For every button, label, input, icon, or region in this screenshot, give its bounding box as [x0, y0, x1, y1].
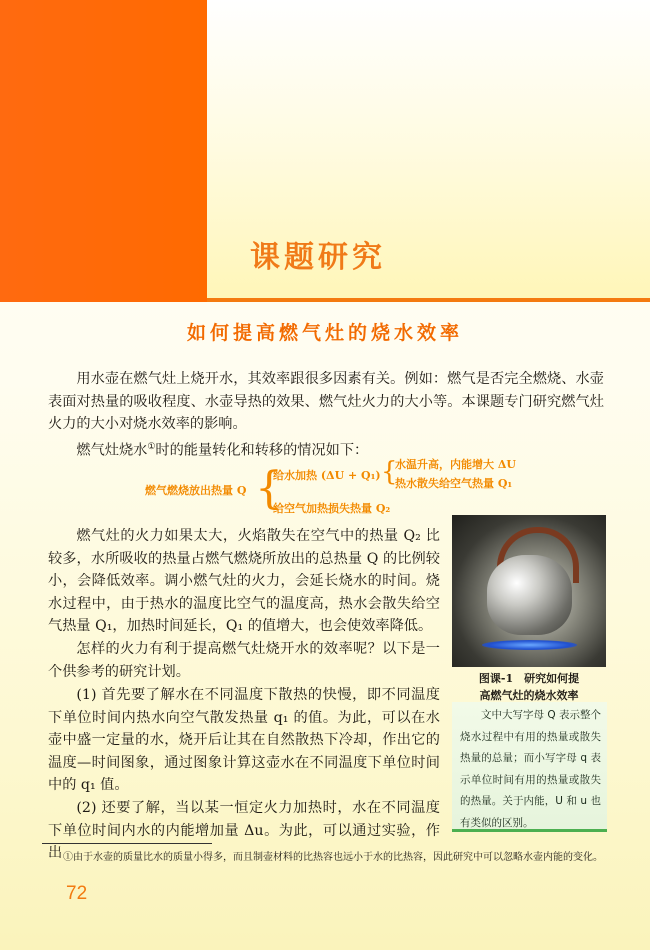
brace-icon: { — [381, 457, 398, 487]
paragraph-fire-power: 燃气灶的火力如果太大，火焰散失在空气中的热量 Q₂ 比较多，水所吸收的热量占燃气燃烧所放出的总热量 Q 的比例较小，会降低效率。调小燃气灶的火力，会延长烧水的时间。烧水过程中，由于热水的温度比空气的温度高，热水会散失给空气热量 Q₁，加热时间延长，Q₁ 的值增大，也会使效率降低。 — [48, 528, 440, 634]
footnote-mark: ① — [147, 442, 156, 452]
diagram-branch-heat-loss: 热水散失给空气热量 Q₁ — [395, 477, 513, 490]
diagram-branch-air: 给空气加热损失热量 Q₂ — [273, 502, 391, 515]
page-number: 72 — [66, 883, 88, 904]
header-orange-block — [0, 0, 207, 302]
text: 燃气灶烧水 — [76, 442, 148, 459]
kettle — [487, 555, 572, 635]
figure-caption — [452, 670, 606, 704]
topic-title: 如何提高燃气灶的烧水效率 — [186, 322, 463, 344]
kettle-photo — [452, 515, 606, 667]
paragraph-step-1: (1) 首先要了解水在不同温度下散热的快慢，即不同温度下单位时间内热水向空气散发热量 q₁ 的值。为此，可以在水壶中盛一定量的水，烧开后让其在自然散热下冷却，作出它的温度—时间图象，通过图象计算这壶水在不同温度下单位时间中的 q₁ 值。 — [48, 687, 440, 793]
text: 时的能量转化和转移的情况如下： — [155, 442, 369, 459]
side-note: 文中大写字母 Q 表示整个烧水过程中有用的热量或散失热量的总量；而小写字母 q 表示单位时间有用的热量或散失的热量。关于内能，U 和 u 也有类似的区别。 — [452, 702, 607, 832]
diagram-branch-internal-energy: 水温升高，内能增大 ΔU — [395, 458, 516, 471]
caption-line: 图课-1 研究如何提 — [478, 672, 580, 685]
paragraph-energy-intro — [48, 436, 604, 462]
footnote: ①由于水壶的质量比水的质量小得多，而且制壶材料的比热容也远小于水的比热容，因此研究中可以忽略水壶内能的变化。 — [63, 852, 603, 863]
diagram-root: 燃气燃烧放出热量 Q — [145, 484, 247, 497]
paragraph-step-2: (2) 还要了解，当以某一恒定火力加热时，水在不同温度下单位时间内水的内能增加量 Δu。为此，可以通过实验，作出 — [48, 800, 440, 861]
section-title: 课题研究 — [250, 240, 386, 275]
footnote-divider — [42, 843, 212, 844]
paragraph-intro: 用水壶在燃气灶上烧开水，其效率跟很多因素有关。例如：燃气是否完全燃烧、水壶表面对热量的吸收程度、水壶导热的效果、燃气灶火力的大小等。本课题专门研究燃气灶火力的大小对烧水效率的影响。 — [48, 371, 604, 432]
gas-flame — [482, 640, 577, 650]
brace-icon: { — [255, 463, 283, 514]
diagram-branch-water: 给水加热 (ΔU + Q₁) — [273, 469, 381, 482]
header-rule — [207, 298, 650, 302]
paragraph-question: 怎样的火力有利于提高燃气灶烧开水的效率呢？以下是一个供参考的研究计划。 — [48, 641, 440, 680]
caption-line: 高燃气灶的烧水效率 — [479, 689, 579, 702]
